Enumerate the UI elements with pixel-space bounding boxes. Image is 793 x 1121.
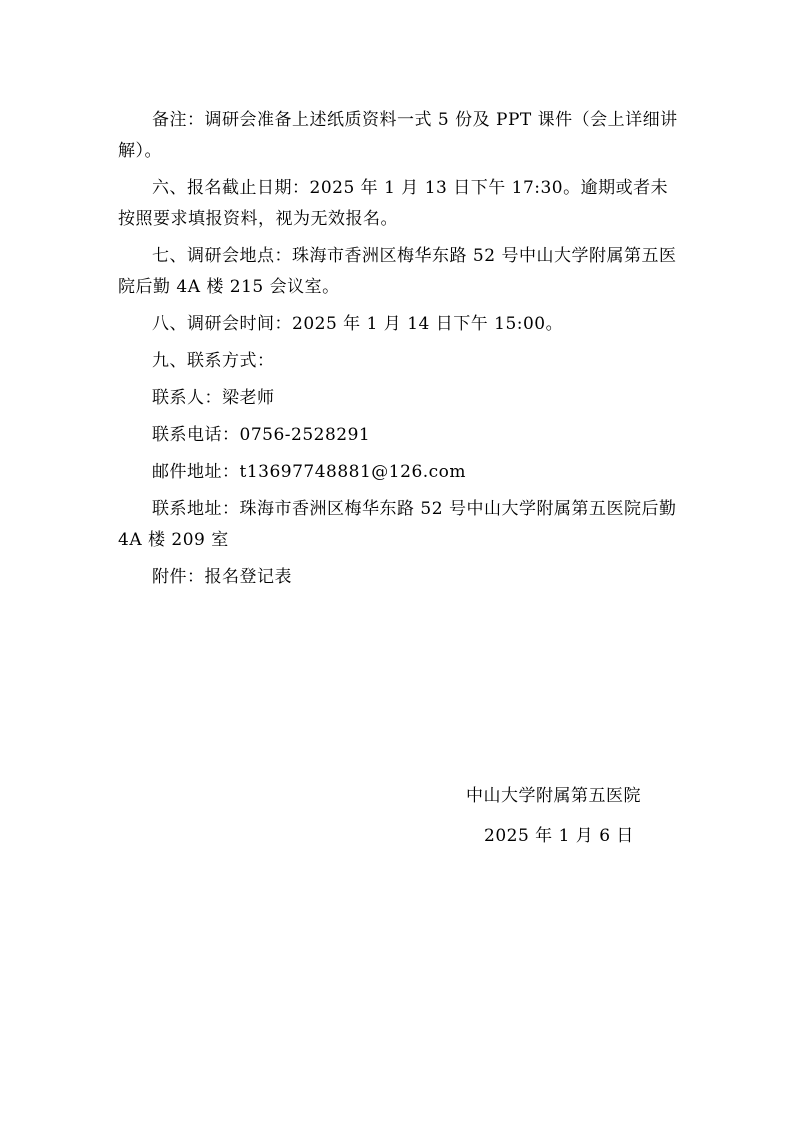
attachment-line: 附件：报名登记表 bbox=[152, 567, 292, 587]
registration-deadline-paragraph: 六、报名截止日期：2025 年 1 月 13 日下午 17:30。逾期或者未按照要求填报资料，视为无效报名。 bbox=[118, 178, 669, 229]
note-paragraph: 备注：调研会准备上述纸质资料一式 5 份及 PPT 课件（会上详细讲解）。 bbox=[118, 110, 678, 161]
signature-block bbox=[430, 776, 680, 856]
document-body bbox=[118, 105, 678, 599]
signature-date: 2025 年 1 月 6 日 bbox=[484, 826, 634, 846]
meeting-time-paragraph: 八、调研会时间：2025 年 1 月 14 日下午 15:00。 bbox=[152, 314, 564, 334]
contact-heading: 九、联系方式： bbox=[152, 351, 275, 371]
contact-person: 联系人：梁老师 bbox=[152, 388, 275, 408]
signature-organization: 中山大学附属第五医院 bbox=[466, 786, 641, 806]
meeting-location-paragraph: 七、调研会地点：珠海市香洲区梅华东路 52 号中山大学附属第五医院后勤 4A 楼 215 会议室。 bbox=[118, 246, 677, 297]
contact-phone: 联系电话：0756-2528291 bbox=[152, 425, 371, 445]
contact-email: 邮件地址：t13697748881@126.com bbox=[152, 462, 467, 482]
contact-address: 联系地址：珠海市香洲区梅华东路 52 号中山大学附属第五医院后勤 4A 楼 209 室 bbox=[118, 499, 677, 550]
